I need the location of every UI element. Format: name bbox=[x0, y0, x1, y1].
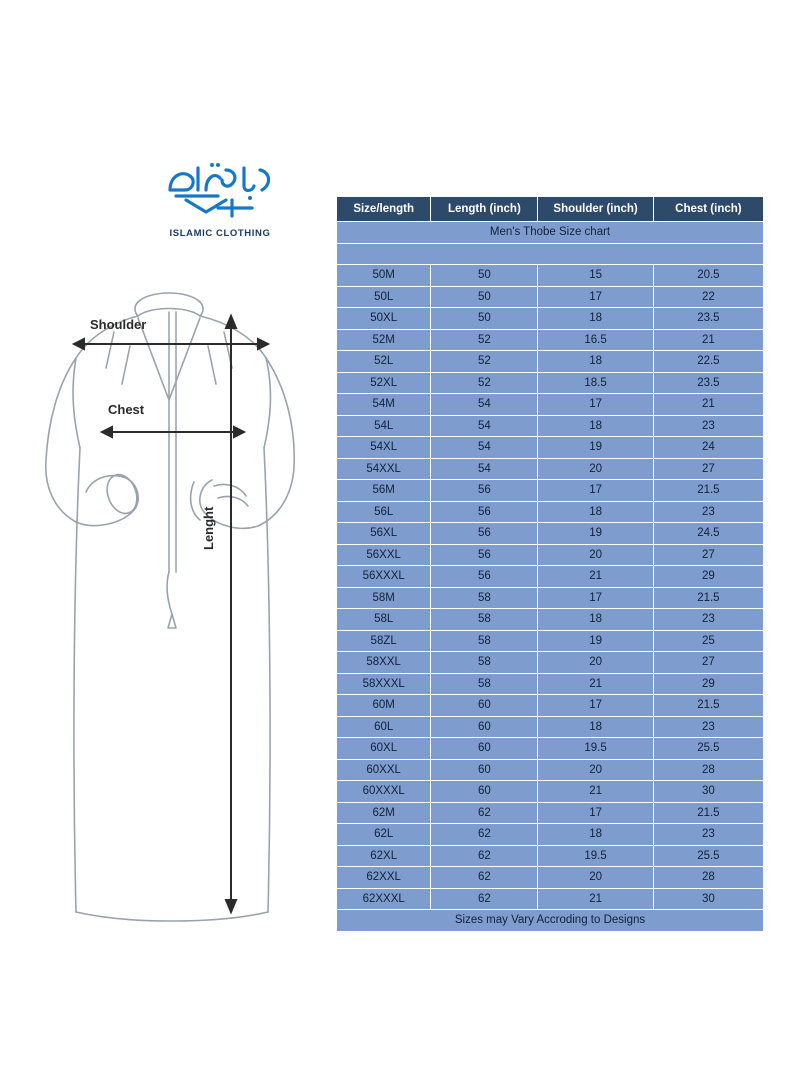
brand-name: ISLAMIC CLOTHING bbox=[169, 228, 271, 239]
table-row bbox=[337, 394, 764, 416]
brand-block bbox=[130, 160, 310, 239]
table-cell: 18 bbox=[538, 501, 653, 523]
table-cell: 52L bbox=[337, 351, 431, 373]
table-cell: 21 bbox=[653, 394, 763, 416]
table-cell: 17 bbox=[538, 394, 653, 416]
table-row bbox=[337, 802, 764, 824]
column-header-chest: Chest (inch) bbox=[653, 197, 763, 222]
table-cell: 58 bbox=[431, 587, 538, 609]
table-cell: 17 bbox=[538, 286, 653, 308]
table-cell: 23.5 bbox=[653, 372, 763, 394]
table-row bbox=[337, 609, 764, 631]
table-cell: 23 bbox=[653, 415, 763, 437]
table-cell: 62L bbox=[337, 824, 431, 846]
table-cell: 62 bbox=[431, 845, 538, 867]
chart-header bbox=[337, 197, 764, 222]
table-row bbox=[337, 523, 764, 545]
chart-note: Sizes may Vary Accroding to Designs bbox=[337, 910, 764, 932]
table-row bbox=[337, 781, 764, 803]
ruby-arabic-calligraphy-logo-icon bbox=[130, 160, 310, 222]
table-cell: 23.5 bbox=[653, 308, 763, 330]
table-cell: 24.5 bbox=[653, 523, 763, 545]
table-cell: 54XXL bbox=[337, 458, 431, 480]
table-row bbox=[337, 329, 764, 351]
table-cell: 56 bbox=[431, 544, 538, 566]
table-cell: 21.5 bbox=[653, 587, 763, 609]
table-cell: 62 bbox=[431, 824, 538, 846]
table-cell: 58XXXL bbox=[337, 673, 431, 695]
table-cell: 60 bbox=[431, 759, 538, 781]
table-cell: 52 bbox=[431, 351, 538, 373]
table-cell: 62XXL bbox=[337, 867, 431, 889]
table-row bbox=[337, 286, 764, 308]
table-cell: 20 bbox=[538, 544, 653, 566]
table-cell: 54 bbox=[431, 458, 538, 480]
table-cell: 60XL bbox=[337, 738, 431, 760]
table-cell: 52 bbox=[431, 329, 538, 351]
table-cell: 60XXL bbox=[337, 759, 431, 781]
table-cell: 60M bbox=[337, 695, 431, 717]
table-cell: 28 bbox=[653, 867, 763, 889]
column-header-shoulder: Shoulder (inch) bbox=[538, 197, 653, 222]
table-cell: 56XL bbox=[337, 523, 431, 545]
table-cell: 62XXXL bbox=[337, 888, 431, 910]
table-cell: 18 bbox=[538, 609, 653, 631]
table-cell: 30 bbox=[653, 888, 763, 910]
table-cell: 21.5 bbox=[653, 695, 763, 717]
table-cell: 21 bbox=[538, 566, 653, 588]
table-cell: 58 bbox=[431, 609, 538, 631]
table-cell: 56 bbox=[431, 523, 538, 545]
chart-title: Men's Thobe Size chart bbox=[337, 222, 764, 244]
table-cell: 25.5 bbox=[653, 738, 763, 760]
table-cell: 58L bbox=[337, 609, 431, 631]
table-cell: 54 bbox=[431, 415, 538, 437]
table-cell: 58 bbox=[431, 652, 538, 674]
table-cell: 25.5 bbox=[653, 845, 763, 867]
table-cell: 21 bbox=[538, 781, 653, 803]
column-header-length: Length (inch) bbox=[431, 197, 538, 222]
table-cell: 58 bbox=[431, 630, 538, 652]
table-cell: 18 bbox=[538, 824, 653, 846]
length-label: Lenght bbox=[201, 506, 216, 550]
table-cell: 54L bbox=[337, 415, 431, 437]
table-cell: 15 bbox=[538, 265, 653, 287]
table-cell: 18.5 bbox=[538, 372, 653, 394]
chest-label: Chest bbox=[108, 402, 145, 417]
table-cell: 58XXL bbox=[337, 652, 431, 674]
table-row bbox=[337, 759, 764, 781]
table-cell: 17 bbox=[538, 587, 653, 609]
chart-spacer bbox=[337, 243, 764, 265]
table-cell: 50L bbox=[337, 286, 431, 308]
table-cell: 28 bbox=[653, 759, 763, 781]
table-cell: 30 bbox=[653, 781, 763, 803]
table-row bbox=[337, 501, 764, 523]
table-cell: 62 bbox=[431, 802, 538, 824]
table-cell: 50XL bbox=[337, 308, 431, 330]
table-cell: 62M bbox=[337, 802, 431, 824]
table-cell: 18 bbox=[538, 415, 653, 437]
table-cell: 52M bbox=[337, 329, 431, 351]
column-header-size: Size/length bbox=[337, 197, 431, 222]
size-chart-table bbox=[336, 196, 764, 932]
chart-body bbox=[337, 265, 764, 910]
table-cell: 54 bbox=[431, 437, 538, 459]
table-cell: 54M bbox=[337, 394, 431, 416]
table-cell: 50 bbox=[431, 286, 538, 308]
table-row bbox=[337, 372, 764, 394]
table-cell: 54XL bbox=[337, 437, 431, 459]
table-cell: 19 bbox=[538, 437, 653, 459]
table-cell: 19 bbox=[538, 630, 653, 652]
table-row bbox=[337, 888, 764, 910]
chart-title-row bbox=[337, 222, 764, 244]
table-cell: 56 bbox=[431, 566, 538, 588]
table-row bbox=[337, 845, 764, 867]
table-cell: 58 bbox=[431, 673, 538, 695]
table-cell: 18 bbox=[538, 351, 653, 373]
table-cell: 22 bbox=[653, 286, 763, 308]
table-row bbox=[337, 867, 764, 889]
table-cell: 20.5 bbox=[653, 265, 763, 287]
table-cell: 62 bbox=[431, 867, 538, 889]
table-cell: 17 bbox=[538, 802, 653, 824]
table-cell: 60 bbox=[431, 695, 538, 717]
table-cell: 60L bbox=[337, 716, 431, 738]
table-cell: 56 bbox=[431, 501, 538, 523]
table-cell: 24 bbox=[653, 437, 763, 459]
table-row bbox=[337, 351, 764, 373]
table-row bbox=[337, 308, 764, 330]
table-row bbox=[337, 437, 764, 459]
table-cell: 29 bbox=[653, 673, 763, 695]
table-cell: 21.5 bbox=[653, 480, 763, 502]
table-cell: 20 bbox=[538, 458, 653, 480]
table-cell: 27 bbox=[653, 652, 763, 674]
table-cell: 60 bbox=[431, 738, 538, 760]
table-cell: 23 bbox=[653, 609, 763, 631]
table-cell: 60 bbox=[431, 781, 538, 803]
table-cell: 19 bbox=[538, 523, 653, 545]
header-row bbox=[337, 197, 764, 222]
table-cell: 56XXL bbox=[337, 544, 431, 566]
table-row bbox=[337, 587, 764, 609]
table-cell: 56L bbox=[337, 501, 431, 523]
table-cell: 18 bbox=[538, 716, 653, 738]
table-cell: 16.5 bbox=[538, 329, 653, 351]
table-row bbox=[337, 824, 764, 846]
table-cell: 60 bbox=[431, 716, 538, 738]
table-cell: 21.5 bbox=[653, 802, 763, 824]
table-cell: 29 bbox=[653, 566, 763, 588]
table-cell: 27 bbox=[653, 458, 763, 480]
table-row bbox=[337, 544, 764, 566]
table-cell: 27 bbox=[653, 544, 763, 566]
table-cell: 56 bbox=[431, 480, 538, 502]
table-cell: 23 bbox=[653, 824, 763, 846]
table-cell: 50M bbox=[337, 265, 431, 287]
table-row bbox=[337, 630, 764, 652]
table-row bbox=[337, 695, 764, 717]
table-cell: 52XL bbox=[337, 372, 431, 394]
table-cell: 62 bbox=[431, 888, 538, 910]
table-cell: 56M bbox=[337, 480, 431, 502]
table-cell: 21 bbox=[653, 329, 763, 351]
table-cell: 52 bbox=[431, 372, 538, 394]
table-cell: 21 bbox=[538, 673, 653, 695]
table-row bbox=[337, 673, 764, 695]
table-cell: 19.5 bbox=[538, 738, 653, 760]
table-row bbox=[337, 265, 764, 287]
table-cell: 20 bbox=[538, 652, 653, 674]
table-cell: 20 bbox=[538, 867, 653, 889]
table-row bbox=[337, 716, 764, 738]
table-cell: 60XXXL bbox=[337, 781, 431, 803]
table-cell: 18 bbox=[538, 308, 653, 330]
table-cell: 58M bbox=[337, 587, 431, 609]
table-cell: 25 bbox=[653, 630, 763, 652]
table-row bbox=[337, 415, 764, 437]
table-row bbox=[337, 458, 764, 480]
table-cell: 20 bbox=[538, 759, 653, 781]
table-cell: 23 bbox=[653, 716, 763, 738]
table-cell: 50 bbox=[431, 265, 538, 287]
table-row bbox=[337, 566, 764, 588]
table-cell: 17 bbox=[538, 695, 653, 717]
shoulder-label: Shoulder bbox=[90, 317, 147, 332]
table-cell: 58ZL bbox=[337, 630, 431, 652]
table-cell: 22.5 bbox=[653, 351, 763, 373]
thobe-illustration bbox=[18, 272, 338, 952]
table-row bbox=[337, 738, 764, 760]
table-cell: 21 bbox=[538, 888, 653, 910]
table-cell: 19.5 bbox=[538, 845, 653, 867]
table-cell: 50 bbox=[431, 308, 538, 330]
table-cell: 17 bbox=[538, 480, 653, 502]
table-cell: 56XXXL bbox=[337, 566, 431, 588]
chart-note-row bbox=[337, 910, 764, 932]
table-row bbox=[337, 652, 764, 674]
table-cell: 23 bbox=[653, 501, 763, 523]
table-cell: 54 bbox=[431, 394, 538, 416]
table-row bbox=[337, 480, 764, 502]
table-cell: 62XL bbox=[337, 845, 431, 867]
